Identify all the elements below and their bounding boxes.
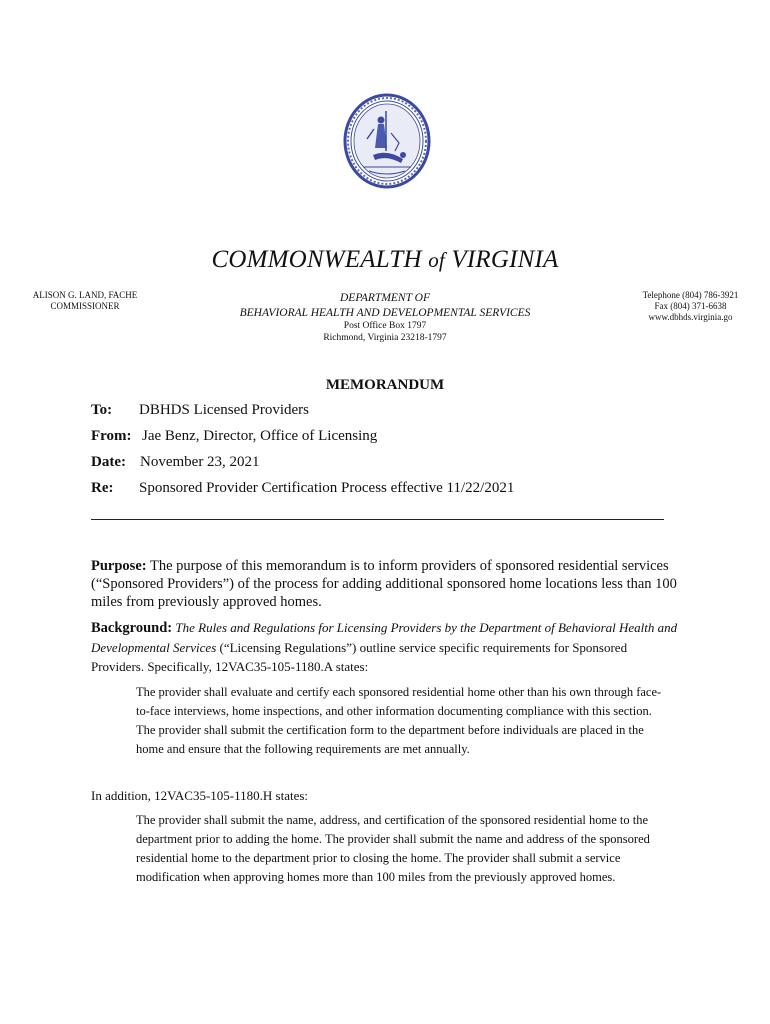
background-italic-title: The Rules and Regulations for Licensing Providers by the Department of Behavioral Health and Developmental Services (91, 620, 678, 655)
date-label: Date: (91, 454, 126, 470)
background-paragraph (91, 618, 681, 676)
date-value: November 23, 2021 (140, 454, 260, 470)
background-text: (“Licensing Regulations”) outline service specific requirements for Sponsored Providers. Specifically, 12VAC35-105-1180.A states: (91, 640, 628, 674)
website-link[interactable]: www.dbhds.virginia.go (648, 312, 733, 322)
po-box: Post Office Box 1797 (343, 321, 427, 331)
city-line: Richmond, Virginia 23218-1797 (323, 333, 447, 343)
addition-line: In addition, 12VAC35-105-1180.H states: (91, 788, 309, 803)
page-title (0, 246, 770, 274)
quote-1180a: The provider shall evaluate and certify each sponsored residential home other than his own through face-to-face interviews, home inspections, and other information documenting compliance with this section. The provider shall submit the certification form to the department before individuals are placed in the home and ensure that the following requirements are met annually. (136, 685, 662, 756)
memo-from-row (91, 428, 377, 445)
to-label: To: (91, 402, 113, 418)
title-virginia: VIRGINIA (451, 246, 559, 273)
memo-re-row (91, 480, 514, 497)
memo-heading: MEMORANDUM (325, 377, 445, 393)
purpose-text: The purpose of this memorandum is to inform providers of sponsored residential services (“Sponsored Providers”) of the process for adding additional sponsored home locations less than 100 miles from previously approved homes. (91, 558, 677, 610)
purpose-paragraph (91, 557, 681, 611)
address-block (0, 320, 770, 344)
from-value: Jae Benz, Director, Office of Licensing (142, 428, 378, 444)
to-value: DBHDS Licensed Providers (139, 402, 309, 418)
department-line2: BEHAVIORAL HEALTH AND DEVELOPMENTAL SERVICES (239, 307, 531, 319)
commissioner-name: ALISON G. LAND, FACHE (32, 290, 138, 300)
contact-block (628, 290, 753, 323)
virginia-seal-icon (343, 93, 431, 189)
fax: Fax (804) 371-6638 (654, 301, 727, 311)
telephone: Telephone (804) 786-3921 (642, 290, 739, 300)
divider (91, 519, 664, 520)
purpose-label: Purpose: (91, 558, 147, 574)
re-label: Re: (91, 480, 114, 496)
re-value: Sponsored Provider Certification Process effective 11/22/2021 (139, 480, 515, 496)
from-label: From: (91, 428, 132, 444)
title-commonwealth: COMMONWEALTH (211, 246, 422, 273)
memo-date-row (91, 454, 260, 471)
department-line1: DEPARTMENT OF (340, 292, 430, 304)
commissioner-title: COMMISSIONER (50, 301, 120, 311)
quote-1180h: The provider shall submit the name, address, and certification of the sponsored residential home to the department prior to adding the home. The provider shall submit the name and address of the sponsored residential home to the department prior to closing the home. The provider shall submit a service modification when approving homes more than 100 miles from the previously approved homes. (136, 813, 650, 884)
background-label: Background: (91, 620, 173, 636)
memo-to-row (91, 402, 309, 419)
title-of: of (428, 248, 445, 272)
